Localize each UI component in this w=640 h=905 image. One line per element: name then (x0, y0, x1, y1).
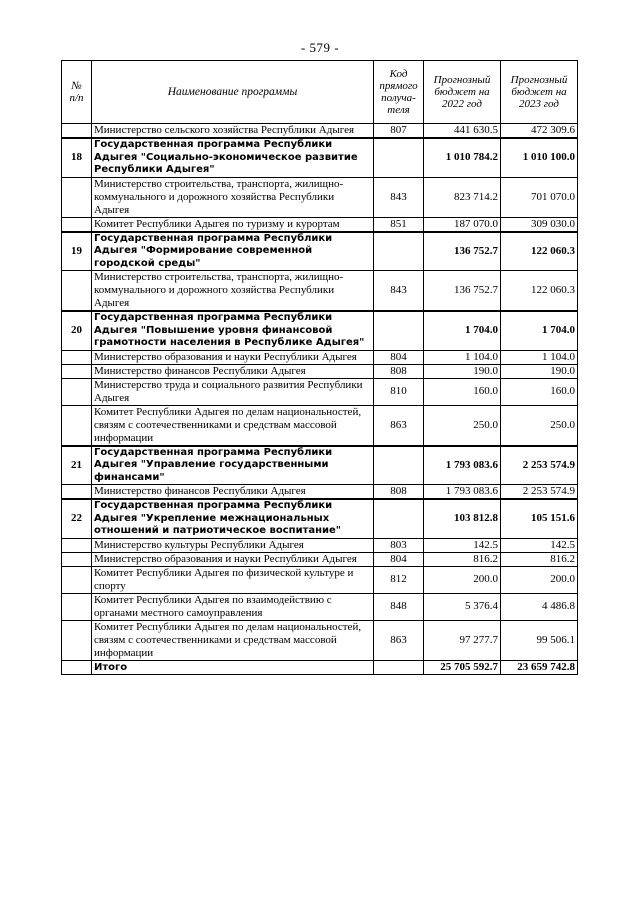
header-budget-2022: Прогнозный бюджет на 2022 год (424, 61, 501, 124)
row-number (62, 538, 92, 552)
budget-2022: 25 705 592.7 (424, 660, 501, 674)
table-row (62, 552, 578, 566)
recipient-code (374, 446, 424, 485)
budget-2023: 701 070.0 (501, 177, 578, 217)
recipient-code: 810 (374, 378, 424, 405)
recipient-code: 804 (374, 350, 424, 364)
recipient-code (374, 660, 424, 674)
budget-2022: 1 793 083.6 (424, 446, 501, 485)
budget-2023: 190.0 (501, 364, 578, 378)
budget-2022: 441 630.5 (424, 124, 501, 139)
recipient-code: 808 (374, 364, 424, 378)
program-name: Государственная программа Республики Адыгея "Повышение уровня финансовой грамотности населения в Республике Адыгея" (92, 311, 374, 350)
row-number (62, 364, 92, 378)
table-row (62, 593, 578, 620)
budget-2023: 250.0 (501, 405, 578, 446)
budget-2023: 1 010 100.0 (501, 138, 578, 177)
budget-2023: 2 253 574.9 (501, 485, 578, 500)
program-row (62, 446, 578, 485)
program-name: Министерство образования и науки Республики Адыгея (92, 350, 374, 364)
budget-2023: 23 659 742.8 (501, 660, 578, 674)
program-name: Комитет Республики Адыгея по физической культуре и спорту (92, 566, 374, 593)
recipient-code: 851 (374, 217, 424, 232)
header-num: № п/п (62, 61, 92, 124)
recipient-code: 807 (374, 124, 424, 139)
row-number: 19 (62, 232, 92, 271)
budget-2022: 5 376.4 (424, 593, 501, 620)
recipient-code: 803 (374, 538, 424, 552)
budget-2023: 122 060.3 (501, 271, 578, 312)
budget-2023: 99 506.1 (501, 620, 578, 660)
row-number: 18 (62, 138, 92, 177)
row-number (62, 405, 92, 446)
table-row (62, 378, 578, 405)
program-row (62, 311, 578, 350)
recipient-code (374, 138, 424, 177)
page-number: - 579 - (300, 40, 340, 55)
program-row (62, 138, 578, 177)
table-header-row (62, 61, 578, 124)
budget-2022: 97 277.7 (424, 620, 501, 660)
recipient-code: 863 (374, 405, 424, 446)
budget-2022: 816.2 (424, 552, 501, 566)
program-name: Министерство культуры Республики Адыгея (92, 538, 374, 552)
program-name: Министерство сельского хозяйства Республики Адыгея (92, 124, 374, 139)
program-name: Министерство образования и науки Республики Адыгея (92, 552, 374, 566)
budget-2023: 160.0 (501, 378, 578, 405)
row-number (62, 620, 92, 660)
row-number: 20 (62, 311, 92, 350)
table-row (62, 620, 578, 660)
program-name: Министерство строительства, транспорта, жилищно-коммунального и дорожного хозяйства Республики Адыгея (92, 177, 374, 217)
recipient-code: 863 (374, 620, 424, 660)
budget-2022: 160.0 (424, 378, 501, 405)
budget-2022: 187 070.0 (424, 217, 501, 232)
total-row (62, 660, 578, 674)
table-row (62, 364, 578, 378)
row-number (62, 485, 92, 500)
budget-2023: 472 309.6 (501, 124, 578, 139)
table-row (62, 405, 578, 446)
budget-2022: 103 812.8 (424, 499, 501, 538)
table-row (62, 485, 578, 500)
row-number (62, 593, 92, 620)
program-name: Государственная программа Республики Адыгея "Формирование современной городской среды" (92, 232, 374, 271)
budget-2023: 2 253 574.9 (501, 446, 578, 485)
budget-2022: 250.0 (424, 405, 501, 446)
budget-2022: 1 104.0 (424, 350, 501, 364)
header-code: Код прямого получа- теля (374, 61, 424, 124)
row-number (62, 660, 92, 674)
row-number (62, 566, 92, 593)
recipient-code (374, 311, 424, 350)
table-row (62, 177, 578, 217)
budget-2022: 200.0 (424, 566, 501, 593)
program-name: Государственная программа Республики Адыгея "Укрепление межнациональных отношений и патриотическое воспитание" (92, 499, 374, 538)
budget-2022: 136 752.7 (424, 232, 501, 271)
program-name: Государственная программа Республики Адыгея "Социально-экономическое развитие Республики Адыгея" (92, 138, 374, 177)
recipient-code: 848 (374, 593, 424, 620)
program-name: Министерство труда и социального развития Республики Адыгея (92, 378, 374, 405)
budget-2022: 136 752.7 (424, 271, 501, 312)
program-name: Комитет Республики Адыгея по туризму и курортам (92, 217, 374, 232)
table-row (62, 538, 578, 552)
budget-2023: 816.2 (501, 552, 578, 566)
header-budget-2023: Прогнозный бюджет на 2023 год (501, 61, 578, 124)
budget-2023: 105 151.6 (501, 499, 578, 538)
row-number (62, 271, 92, 312)
budget-2022: 1 704.0 (424, 311, 501, 350)
recipient-code: 808 (374, 485, 424, 500)
program-name: Итого (92, 660, 374, 674)
program-row (62, 232, 578, 271)
budget-2023: 1 704.0 (501, 311, 578, 350)
program-name: Министерство финансов Республики Адыгея (92, 364, 374, 378)
row-number (62, 552, 92, 566)
table-row (62, 350, 578, 364)
program-row (62, 499, 578, 538)
budget-2023: 309 030.0 (501, 217, 578, 232)
row-number (62, 124, 92, 139)
recipient-code: 843 (374, 271, 424, 312)
table-row (62, 566, 578, 593)
recipient-code: 812 (374, 566, 424, 593)
budget-2022: 190.0 (424, 364, 501, 378)
table-row (62, 124, 578, 139)
budget-2023: 1 104.0 (501, 350, 578, 364)
recipient-code (374, 232, 424, 271)
budget-2023: 4 486.8 (501, 593, 578, 620)
header-name: Наименование программы (92, 61, 374, 124)
program-name: Комитет Республики Адыгея по делам национальностей, связям с соотечественниками и средствам массовой информации (92, 620, 374, 660)
recipient-code: 843 (374, 177, 424, 217)
budget-table (61, 60, 578, 675)
budget-2022: 142.5 (424, 538, 501, 552)
budget-2023: 142.5 (501, 538, 578, 552)
program-name: Государственная программа Республики Адыгея "Управление государственными финансами" (92, 446, 374, 485)
recipient-code (374, 499, 424, 538)
program-name: Министерство строительства, транспорта, жилищно-коммунального и дорожного хозяйства Республики Адыгея (92, 271, 374, 312)
budget-2022: 1 010 784.2 (424, 138, 501, 177)
table-body (62, 124, 578, 675)
budget-2023: 122 060.3 (501, 232, 578, 271)
budget-2023: 200.0 (501, 566, 578, 593)
budget-2022: 823 714.2 (424, 177, 501, 217)
program-name: Комитет Республики Адыгея по делам национальностей, связям с соотечественниками и средствам массовой информации (92, 405, 374, 446)
row-number: 21 (62, 446, 92, 485)
program-name: Комитет Республики Адыгея по взаимодействию с органами местного самоуправления (92, 593, 374, 620)
program-name: Министерство финансов Республики Адыгея (92, 485, 374, 500)
row-number (62, 177, 92, 217)
row-number: 22 (62, 499, 92, 538)
row-number (62, 217, 92, 232)
row-number (62, 378, 92, 405)
row-number (62, 350, 92, 364)
budget-2022: 1 793 083.6 (424, 485, 501, 500)
recipient-code: 804 (374, 552, 424, 566)
table-row (62, 271, 578, 312)
table-row (62, 217, 578, 232)
